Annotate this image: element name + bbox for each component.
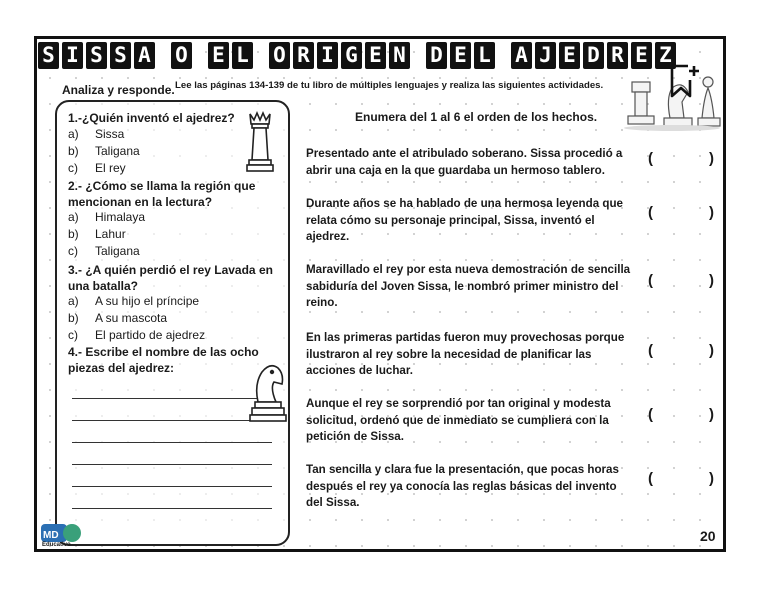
fact-item: Maravillado el rey por esta nueva demostración de sencilla sabiduría del Joven Sissa, le nombró primer ministro del reino.	[306, 263, 631, 309]
knight-piece-icon	[248, 358, 288, 424]
question-4: 4.- Escribe el nombre de las ocho piezas del ajedrez:	[68, 345, 259, 375]
title-letter-tile: Z	[655, 42, 676, 69]
worksheet-title	[38, 42, 676, 69]
answer-option[interactable]	[68, 311, 167, 326]
answer-option[interactable]	[68, 227, 126, 242]
title-letter-tile: S	[86, 42, 107, 69]
order-number-field[interactable]	[648, 272, 714, 289]
option-letter: a)	[68, 294, 79, 308]
answer-write-line[interactable]	[72, 398, 272, 399]
paren-open: (	[648, 272, 653, 289]
option-text: A su hijo el príncipe	[95, 294, 200, 308]
option-text: Lahur	[95, 227, 126, 241]
paren-open: (	[648, 406, 653, 423]
king-piece-icon	[244, 110, 276, 176]
paren-close: )	[709, 150, 714, 167]
option-letter: a)	[68, 210, 79, 224]
bookmark-add-icon[interactable]	[668, 62, 700, 100]
answer-option[interactable]	[68, 144, 140, 159]
answer-option[interactable]	[68, 244, 140, 259]
title-letter-tile: D	[583, 42, 604, 69]
fact-item: Tan sencilla y clara fue la presentación, que pocas horas después el rey ya conocía las reglas básicas del invento del Sissa.	[306, 463, 619, 509]
answer-write-line[interactable]	[72, 420, 272, 421]
title-letter-tile: E	[450, 42, 471, 69]
answer-option[interactable]	[68, 127, 124, 142]
paren-open: (	[648, 150, 653, 167]
option-letter: b)	[68, 144, 79, 158]
paren-close: )	[709, 204, 714, 221]
option-text: Himalaya	[95, 210, 146, 224]
option-letter: c)	[68, 161, 78, 175]
page-number: 20	[700, 528, 716, 544]
option-letter: b)	[68, 227, 79, 241]
paren-close: )	[709, 272, 714, 289]
title-letter-tile: S	[110, 42, 131, 69]
paren-open: (	[648, 470, 653, 487]
option-letter: c)	[68, 244, 78, 258]
title-letter-tile: E	[208, 42, 229, 69]
title-letter-tile: O	[269, 42, 290, 69]
answer-write-line[interactable]	[72, 508, 272, 509]
paren-close: )	[709, 342, 714, 359]
answer-write-line[interactable]	[72, 464, 272, 465]
order-number-field[interactable]	[648, 204, 714, 221]
title-letter-tile: D	[426, 42, 447, 69]
answer-write-line[interactable]	[72, 442, 272, 443]
question-3: 3.- ¿A quién perdió el rey Lavada en una batalla?	[68, 263, 273, 293]
svg-text:MD: MD	[43, 530, 59, 541]
option-text: El rey	[95, 161, 126, 175]
title-letter-tile: N	[389, 42, 410, 69]
question-1: 1.-¿Quién inventó el ajedrez?	[68, 111, 235, 125]
enumerate-heading: Enumera del 1 al 6 el orden de los hechos.	[355, 110, 598, 124]
order-number-field[interactable]	[648, 150, 714, 167]
title-letter-tile: I	[317, 42, 338, 69]
answer-option[interactable]	[68, 210, 145, 225]
subtitle: Analiza y responde.	[62, 83, 175, 97]
title-letter-tile: A	[511, 42, 532, 69]
title-letter-tile: S	[38, 42, 59, 69]
fact-item: Durante años se ha hablado de una hermosa leyenda que relata cómo su personaje principal, Sissa, inventó el ajedrez.	[306, 197, 623, 243]
option-letter: a)	[68, 127, 79, 141]
option-letter: b)	[68, 311, 79, 325]
option-text: El partido de ajedrez	[95, 328, 206, 342]
paren-close: )	[709, 406, 714, 423]
instructions: Lee las páginas 134-139 de tu libro de múltiples lenguajes y realiza las siguientes actividades.	[175, 80, 604, 91]
answer-write-line[interactable]	[72, 486, 272, 487]
title-letter-tile: J	[535, 42, 556, 69]
title-letter-tile: L	[474, 42, 495, 69]
title-letter-tile: O	[171, 42, 192, 69]
title-letter-tile: R	[293, 42, 314, 69]
title-letter-tile: G	[341, 42, 362, 69]
fact-item: En las primeras partidas fueron muy provechosas porque ilustraron al rey sobre la necesidad de planificar las acciones de luchar.	[306, 331, 625, 377]
logo-subtitle: Educativo	[42, 542, 71, 548]
order-number-field[interactable]	[648, 406, 714, 423]
fact-item: Presentado ante el atribulado soberano. Sissa procedió a abrir una caja en la que guardaba un hermoso tablero.	[306, 147, 623, 177]
title-letter-tile: E	[631, 42, 652, 69]
option-text: Taligana	[95, 144, 140, 158]
fact-item: Aunque el rey se sorprendió por tan original y modesta solicitud, ordenó que de inmediato se cumpliera con la petición de Sissa.	[306, 397, 611, 443]
question-2: 2.- ¿Cómo se llama la región que mencionan en la lectura?	[68, 179, 256, 209]
title-letter-tile: E	[365, 42, 386, 69]
title-letter-tile: A	[134, 42, 155, 69]
option-text: Sissa	[95, 127, 125, 141]
paren-open: (	[648, 342, 653, 359]
answer-option[interactable]	[68, 161, 126, 176]
option-text: A su mascota	[95, 311, 168, 325]
paren-open: (	[648, 204, 653, 221]
title-letter-tile: L	[232, 42, 253, 69]
answer-option[interactable]	[68, 328, 205, 343]
paren-close: )	[709, 470, 714, 487]
option-text: Taligana	[95, 244, 140, 258]
order-number-field[interactable]	[648, 470, 714, 487]
option-letter: c)	[68, 328, 78, 342]
answer-option[interactable]	[68, 294, 199, 309]
title-letter-tile: E	[559, 42, 580, 69]
title-letter-tile: I	[62, 42, 83, 69]
title-letter-tile: R	[607, 42, 628, 69]
order-number-field[interactable]	[648, 342, 714, 359]
